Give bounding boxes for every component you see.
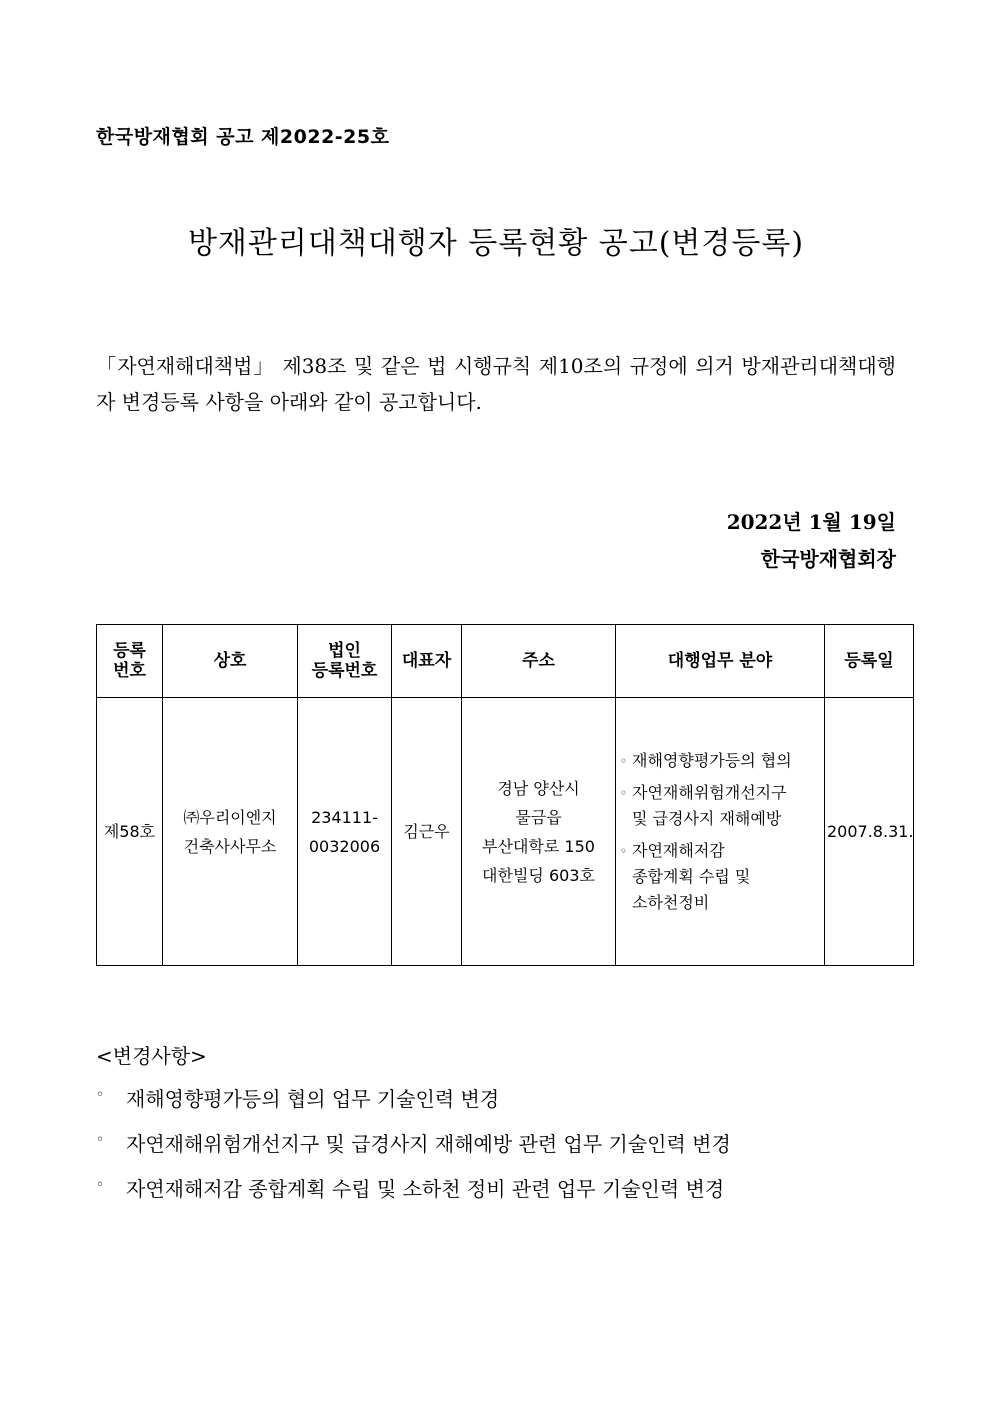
list-item: [96, 1128, 731, 1173]
field-item: [620, 748, 822, 774]
field-item-text: 재해영향평가등의 협의: [632, 750, 792, 770]
bullet-icon: ◦: [620, 785, 628, 800]
intro-paragraph: 「자연재해대책법」 제38조 및 같은 법 시행규칙 제10조의 규정에 의거 방재관리대책대행자 변경등록 사항을 아래와 같이 공고합니다.: [96, 354, 896, 414]
header-name: 상호: [163, 625, 298, 698]
list-item: [96, 1173, 731, 1218]
cell-representative: 김근우: [392, 698, 462, 966]
header-reg-no: 등록 번호: [97, 625, 163, 698]
issuer-name: 한국방재협회장: [760, 547, 896, 571]
field-item-text: 자연재해위험개선지구 및 급경사지 재해예방: [632, 782, 787, 828]
cell-corp-no: 234111- 0032006: [298, 698, 392, 966]
changes-title: <변경사항>: [96, 1044, 207, 1068]
cell-reg-date: 2007.8.31.: [825, 698, 914, 966]
bullet-icon: ◦: [620, 753, 628, 768]
date-block: [727, 504, 896, 578]
change-text: 재해영향평가등의 협의 업무 기술인력 변경: [126, 1087, 500, 1111]
change-text: 자연재해위험개선지구 및 급경사지 재해예방 관련 업무 기술인력 변경: [126, 1132, 731, 1156]
registration-table: [96, 624, 914, 966]
bullet-icon: ◦: [96, 1087, 105, 1103]
cell-address: 경남 양산시 물금읍 부산대학로 150 대한빌딩 603호: [462, 698, 616, 966]
list-item: [96, 1083, 731, 1128]
cell-field: [616, 698, 825, 966]
bullet-icon: ◦: [96, 1132, 105, 1148]
notice-number: 한국방재협회 공고 제2022-25호: [96, 126, 390, 148]
header-reg-date: 등록일: [825, 625, 914, 698]
change-text: 자연재해저감 종합계획 수립 및 소하천 정비 관련 업무 기술인력 변경: [126, 1177, 725, 1201]
cell-name: ㈜우리이엔지 건축사사무소: [163, 698, 298, 966]
table-row: [97, 698, 914, 966]
field-item-text: 자연재해저감 종합계획 수립 및 소하천정비: [632, 840, 751, 912]
field-item: [620, 780, 822, 832]
header-corp-no: 법인 등록번호: [298, 625, 392, 698]
header-representative: 대표자: [392, 625, 462, 698]
header-field: 대행업무 분야: [616, 625, 825, 698]
notice-date: 2022년 1월 19일: [726, 510, 896, 534]
document-title: 방재관리대책대행자 등록현황 공고(변경등록): [187, 226, 805, 261]
field-item: [620, 838, 822, 916]
bullet-icon: ◦: [620, 843, 628, 858]
table-header-row: [97, 625, 914, 698]
bullet-icon: ◦: [96, 1177, 105, 1193]
header-address: 주소: [462, 625, 616, 698]
cell-reg-no: 제58호: [97, 698, 163, 966]
changes-list: [96, 1083, 731, 1218]
